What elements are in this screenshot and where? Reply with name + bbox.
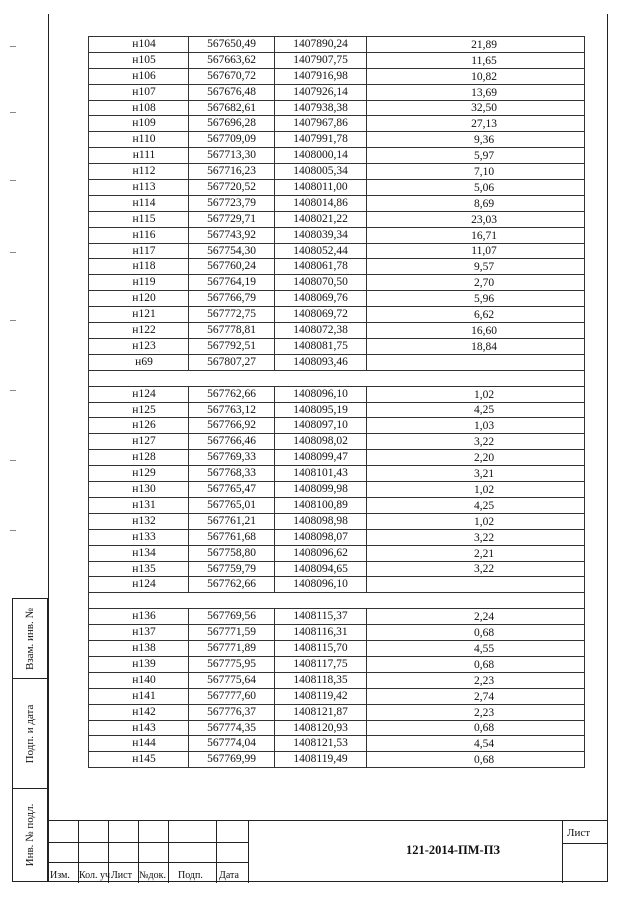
y-coordinate: 1408039,34 bbox=[275, 227, 367, 243]
point-name: н116 bbox=[89, 227, 189, 243]
table-row bbox=[89, 148, 585, 164]
distance: 4,25 bbox=[367, 402, 585, 418]
point-name: н144 bbox=[89, 736, 189, 752]
x-coordinate: 567766,79 bbox=[189, 291, 275, 307]
x-coordinate: 567761,21 bbox=[189, 513, 275, 529]
y-coordinate: 1408098,98 bbox=[275, 513, 367, 529]
y-coordinate: 1408096,10 bbox=[275, 577, 367, 593]
y-coordinate: 1408099,98 bbox=[275, 482, 367, 498]
point-name: н106 bbox=[89, 68, 189, 84]
y-coordinate: 1408095,19 bbox=[275, 402, 367, 418]
coordinates-table bbox=[88, 36, 585, 768]
y-coordinate: 1408119,49 bbox=[275, 752, 367, 768]
distance bbox=[367, 577, 585, 593]
point-name: н108 bbox=[89, 100, 189, 116]
table-row bbox=[89, 307, 585, 323]
x-coordinate: 567807,27 bbox=[189, 354, 275, 370]
point-name: н112 bbox=[89, 164, 189, 180]
x-coordinate: 567776,37 bbox=[189, 704, 275, 720]
point-name: н129 bbox=[89, 466, 189, 482]
original-inventory-cell bbox=[13, 789, 47, 881]
sheet-number-box bbox=[562, 821, 608, 883]
y-coordinate: 1408061,78 bbox=[275, 259, 367, 275]
x-coordinate: 567769,56 bbox=[189, 609, 275, 625]
point-name: н133 bbox=[89, 529, 189, 545]
y-coordinate: 1408011,00 bbox=[275, 180, 367, 196]
point-name: н125 bbox=[89, 402, 189, 418]
distance: 9,36 bbox=[367, 132, 585, 148]
y-coordinate: 1408117,75 bbox=[275, 656, 367, 672]
x-coordinate: 567676,48 bbox=[189, 84, 275, 100]
distance: 0,68 bbox=[367, 625, 585, 641]
x-coordinate: 567765,01 bbox=[189, 497, 275, 513]
point-name: н136 bbox=[89, 609, 189, 625]
distance: 5,06 bbox=[367, 180, 585, 196]
y-coordinate: 1408070,50 bbox=[275, 275, 367, 291]
y-coordinate: 1408005,34 bbox=[275, 164, 367, 180]
y-coordinate: 1408099,47 bbox=[275, 450, 367, 466]
point-name: н130 bbox=[89, 482, 189, 498]
x-coordinate: 567778,81 bbox=[189, 323, 275, 339]
x-coordinate: 567761,68 bbox=[189, 529, 275, 545]
point-name: н126 bbox=[89, 418, 189, 434]
table-row bbox=[89, 211, 585, 227]
point-name: н115 bbox=[89, 211, 189, 227]
x-coordinate: 567769,99 bbox=[189, 752, 275, 768]
point-name: н118 bbox=[89, 259, 189, 275]
y-coordinate: 1408119,42 bbox=[275, 688, 367, 704]
table-row bbox=[89, 752, 585, 768]
y-coordinate: 1408118,35 bbox=[275, 672, 367, 688]
y-coordinate: 1408052,44 bbox=[275, 243, 367, 259]
replacement-inventory-cell bbox=[13, 599, 47, 679]
distance: 23,03 bbox=[367, 211, 585, 227]
table-row bbox=[89, 482, 585, 498]
table-row bbox=[89, 338, 585, 354]
point-name: н124 bbox=[89, 577, 189, 593]
x-coordinate: 567709,09 bbox=[189, 132, 275, 148]
table-row bbox=[89, 418, 585, 434]
point-name: н107 bbox=[89, 84, 189, 100]
x-coordinate: 567792,51 bbox=[189, 338, 275, 354]
distance: 1,02 bbox=[367, 513, 585, 529]
distance: 1,02 bbox=[367, 482, 585, 498]
y-coordinate: 1408098,07 bbox=[275, 529, 367, 545]
y-coordinate: 1408069,72 bbox=[275, 307, 367, 323]
y-coordinate: 1407938,38 bbox=[275, 100, 367, 116]
point-name: н105 bbox=[89, 52, 189, 68]
distance: 16,60 bbox=[367, 323, 585, 339]
x-coordinate: 567650,49 bbox=[189, 37, 275, 53]
y-coordinate: 1408094,65 bbox=[275, 561, 367, 577]
x-coordinate: 567768,33 bbox=[189, 466, 275, 482]
x-coordinate: 567670,72 bbox=[189, 68, 275, 84]
y-coordinate: 1408116,31 bbox=[275, 625, 367, 641]
distance: 2,21 bbox=[367, 545, 585, 561]
table-row bbox=[89, 68, 585, 84]
x-coordinate: 567769,33 bbox=[189, 450, 275, 466]
point-name: н138 bbox=[89, 641, 189, 657]
distance: 1,03 bbox=[367, 418, 585, 434]
y-coordinate: 1408021,22 bbox=[275, 211, 367, 227]
distance: 5,97 bbox=[367, 148, 585, 164]
x-coordinate: 567763,12 bbox=[189, 402, 275, 418]
distance: 4,55 bbox=[367, 641, 585, 657]
y-coordinate: 1408072,38 bbox=[275, 323, 367, 339]
y-coordinate: 1408115,37 bbox=[275, 609, 367, 625]
distance: 3,22 bbox=[367, 529, 585, 545]
y-coordinate: 1408069,76 bbox=[275, 291, 367, 307]
signature-header: Подп. bbox=[178, 870, 203, 881]
x-coordinate: 567774,35 bbox=[189, 720, 275, 736]
distance: 0,68 bbox=[367, 752, 585, 768]
distance: 2,20 bbox=[367, 450, 585, 466]
point-name: н120 bbox=[89, 291, 189, 307]
y-coordinate: 1408121,53 bbox=[275, 736, 367, 752]
y-coordinate: 1408096,10 bbox=[275, 386, 367, 402]
distance: 4,25 bbox=[367, 497, 585, 513]
y-coordinate: 1408097,10 bbox=[275, 418, 367, 434]
table-row bbox=[89, 736, 585, 752]
x-coordinate: 567775,95 bbox=[189, 656, 275, 672]
x-coordinate: 567716,23 bbox=[189, 164, 275, 180]
table-row bbox=[89, 656, 585, 672]
x-coordinate: 567663,62 bbox=[189, 52, 275, 68]
point-name: н132 bbox=[89, 513, 189, 529]
y-coordinate: 1408115,70 bbox=[275, 641, 367, 657]
distance: 3,22 bbox=[367, 434, 585, 450]
x-coordinate: 567713,30 bbox=[189, 148, 275, 164]
x-coordinate: 567754,30 bbox=[189, 243, 275, 259]
point-name: н127 bbox=[89, 434, 189, 450]
distance: 7,10 bbox=[367, 164, 585, 180]
revision-grid bbox=[48, 821, 248, 883]
x-coordinate: 567759,79 bbox=[189, 561, 275, 577]
table-row bbox=[89, 84, 585, 100]
point-name: н113 bbox=[89, 180, 189, 196]
distance: 13,69 bbox=[367, 84, 585, 100]
y-coordinate: 1408120,93 bbox=[275, 720, 367, 736]
table-row bbox=[89, 641, 585, 657]
y-coordinate: 1407991,78 bbox=[275, 132, 367, 148]
point-name: н109 bbox=[89, 116, 189, 132]
point-name: н114 bbox=[89, 195, 189, 211]
table-row bbox=[89, 561, 585, 577]
distance: 6,62 bbox=[367, 307, 585, 323]
replacement-inventory-label: Взам. инв. № bbox=[24, 607, 36, 670]
point-name: н104 bbox=[89, 37, 189, 53]
distance: 2,23 bbox=[367, 672, 585, 688]
table-row bbox=[89, 704, 585, 720]
y-coordinate: 1408000,14 bbox=[275, 148, 367, 164]
distance: 18,84 bbox=[367, 338, 585, 354]
distance: 27,13 bbox=[367, 116, 585, 132]
x-coordinate: 567762,66 bbox=[189, 577, 275, 593]
point-name: н142 bbox=[89, 704, 189, 720]
distance: 0,68 bbox=[367, 720, 585, 736]
document-code: 121-2014-ПМ-ПЗ bbox=[405, 843, 501, 857]
point-name: н141 bbox=[89, 688, 189, 704]
point-name: н139 bbox=[89, 656, 189, 672]
point-name: н121 bbox=[89, 307, 189, 323]
y-coordinate: 1407916,98 bbox=[275, 68, 367, 84]
table-row bbox=[89, 275, 585, 291]
distance: 32,50 bbox=[367, 100, 585, 116]
signature-date-cell bbox=[13, 679, 47, 789]
table-row bbox=[89, 609, 585, 625]
table-row bbox=[89, 195, 585, 211]
y-coordinate: 1408093,46 bbox=[275, 354, 367, 370]
point-name: н140 bbox=[89, 672, 189, 688]
revision-header: Изм. bbox=[50, 870, 70, 881]
x-coordinate: 567720,52 bbox=[189, 180, 275, 196]
table-row bbox=[89, 625, 585, 641]
table-row bbox=[89, 434, 585, 450]
point-name: н122 bbox=[89, 323, 189, 339]
point-name: н135 bbox=[89, 561, 189, 577]
y-coordinate: 1408096,62 bbox=[275, 545, 367, 561]
distance: 16,71 bbox=[367, 227, 585, 243]
sheet-label: Лист bbox=[567, 827, 591, 839]
distance: 0,68 bbox=[367, 656, 585, 672]
distance: 10,82 bbox=[367, 68, 585, 84]
point-name: н117 bbox=[89, 243, 189, 259]
table-row bbox=[89, 386, 585, 402]
sheet-header: Лист bbox=[111, 870, 132, 881]
table-row bbox=[89, 497, 585, 513]
x-coordinate: 567765,47 bbox=[189, 482, 275, 498]
point-name: н119 bbox=[89, 275, 189, 291]
distance: 9,57 bbox=[367, 259, 585, 275]
point-name: н131 bbox=[89, 497, 189, 513]
x-coordinate: 567766,92 bbox=[189, 418, 275, 434]
title-block bbox=[48, 820, 608, 883]
point-name: н137 bbox=[89, 625, 189, 641]
table-row bbox=[89, 164, 585, 180]
table-row bbox=[89, 323, 585, 339]
x-coordinate: 567774,04 bbox=[189, 736, 275, 752]
distance: 3,22 bbox=[367, 561, 585, 577]
x-coordinate: 567766,46 bbox=[189, 434, 275, 450]
point-name: н110 bbox=[89, 132, 189, 148]
table-row bbox=[89, 227, 585, 243]
table-row bbox=[89, 513, 585, 529]
y-coordinate: 1408121,87 bbox=[275, 704, 367, 720]
y-coordinate: 1408101,43 bbox=[275, 466, 367, 482]
y-coordinate: 1408014,86 bbox=[275, 195, 367, 211]
distance: 21,89 bbox=[367, 37, 585, 53]
side-margin-stamp bbox=[12, 598, 48, 882]
y-coordinate: 1407907,75 bbox=[275, 52, 367, 68]
distance: 2,23 bbox=[367, 704, 585, 720]
point-name: н123 bbox=[89, 338, 189, 354]
table-row bbox=[89, 529, 585, 545]
y-coordinate: 1408081,75 bbox=[275, 338, 367, 354]
section-separator bbox=[89, 370, 585, 386]
y-coordinate: 1407926,14 bbox=[275, 84, 367, 100]
x-coordinate: 567760,24 bbox=[189, 259, 275, 275]
x-coordinate: 567723,79 bbox=[189, 195, 275, 211]
distance: 11,65 bbox=[367, 52, 585, 68]
table-row bbox=[89, 243, 585, 259]
binding-margin-marks bbox=[10, 40, 18, 580]
table-row bbox=[89, 577, 585, 593]
x-coordinate: 567762,66 bbox=[189, 386, 275, 402]
distance: 2,24 bbox=[367, 609, 585, 625]
y-coordinate: 1408098,02 bbox=[275, 434, 367, 450]
point-name: н143 bbox=[89, 720, 189, 736]
x-coordinate: 567729,71 bbox=[189, 211, 275, 227]
x-coordinate: 567696,28 bbox=[189, 116, 275, 132]
table-row bbox=[89, 720, 585, 736]
document-number-header: №док. bbox=[139, 870, 166, 881]
table-row bbox=[89, 450, 585, 466]
distance: 5,96 bbox=[367, 291, 585, 307]
table-row bbox=[89, 100, 585, 116]
x-coordinate: 567758,80 bbox=[189, 545, 275, 561]
x-coordinate: 567777,60 bbox=[189, 688, 275, 704]
y-coordinate: 1407967,86 bbox=[275, 116, 367, 132]
point-name: н128 bbox=[89, 450, 189, 466]
table-row bbox=[89, 116, 585, 132]
original-inventory-label: Инв. № подл. bbox=[24, 803, 36, 867]
point-name: н134 bbox=[89, 545, 189, 561]
x-coordinate: 567764,19 bbox=[189, 275, 275, 291]
count-header: Кол. уч bbox=[79, 870, 111, 881]
distance: 8,69 bbox=[367, 195, 585, 211]
table-row bbox=[89, 402, 585, 418]
distance: 2,70 bbox=[367, 275, 585, 291]
y-coordinate: 1408100,89 bbox=[275, 497, 367, 513]
x-coordinate: 567682,61 bbox=[189, 100, 275, 116]
table-row bbox=[89, 688, 585, 704]
table-row bbox=[89, 180, 585, 196]
distance: 11,07 bbox=[367, 243, 585, 259]
section-separator bbox=[89, 593, 585, 609]
table-row bbox=[89, 132, 585, 148]
x-coordinate: 567772,75 bbox=[189, 307, 275, 323]
table-row bbox=[89, 291, 585, 307]
x-coordinate: 567771,89 bbox=[189, 641, 275, 657]
distance: 4,54 bbox=[367, 736, 585, 752]
table-row bbox=[89, 52, 585, 68]
table-row bbox=[89, 672, 585, 688]
signature-date-label: Подп. и дата bbox=[24, 704, 36, 763]
y-coordinate: 1407890,24 bbox=[275, 37, 367, 53]
point-name: н69 bbox=[89, 354, 189, 370]
table-row bbox=[89, 259, 585, 275]
distance: 2,74 bbox=[367, 688, 585, 704]
x-coordinate: 567743,92 bbox=[189, 227, 275, 243]
date-header: Дата bbox=[219, 870, 239, 881]
distance: 3,21 bbox=[367, 466, 585, 482]
x-coordinate: 567775,64 bbox=[189, 672, 275, 688]
point-name: н111 bbox=[89, 148, 189, 164]
table-row bbox=[89, 545, 585, 561]
table-row bbox=[89, 466, 585, 482]
table-row bbox=[89, 354, 585, 370]
table-row bbox=[89, 37, 585, 53]
point-name: н145 bbox=[89, 752, 189, 768]
distance: 1,02 bbox=[367, 386, 585, 402]
x-coordinate: 567771,59 bbox=[189, 625, 275, 641]
distance bbox=[367, 354, 585, 370]
point-name: н124 bbox=[89, 386, 189, 402]
